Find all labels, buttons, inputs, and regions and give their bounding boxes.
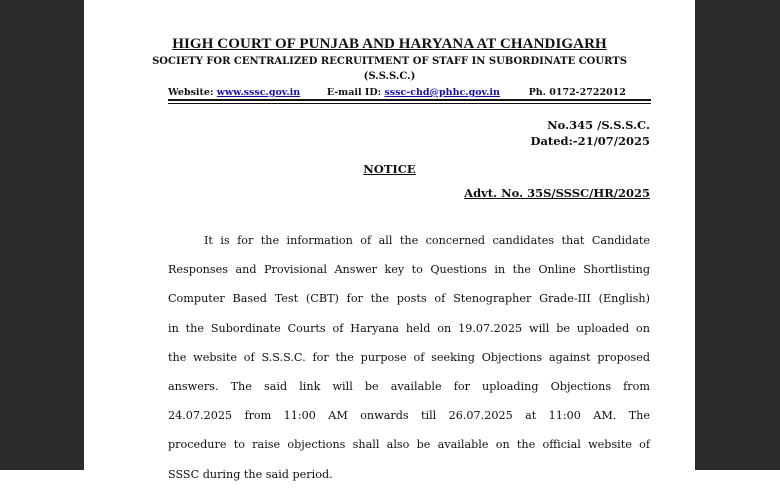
court-name-heading: HIGH COURT OF PUNJAB AND HARYANA AT CHANDIGARH — [172, 36, 607, 52]
notice-line: Computer Based Test (CBT) for the posts of Stenographer Grade-III (English) — [168, 292, 650, 306]
notice-line: It is for the information of all the concerned candidates that Candidate — [204, 234, 650, 247]
contact-row — [168, 87, 650, 98]
header-divider-thick — [168, 99, 651, 101]
notice-title: NOTICE — [363, 162, 416, 176]
notice-line: the website of S.S.S.C. for the purpose of seeking Objections against proposed — [168, 350, 650, 364]
notice-line: SSSC during the said period. — [168, 467, 333, 481]
notice-body — [168, 226, 650, 489]
notice-line: answers. The said link will be available for uploading Objections from — [168, 379, 650, 393]
society-name: SOCIETY FOR CENTRALIZED RECRUITMENT OF STAFF IN SUBORDINATE COURTS — [152, 56, 627, 67]
header-divider-thin — [168, 103, 651, 104]
website-link[interactable]: www.sssc.gov.in — [216, 87, 301, 98]
email-link[interactable]: sssc-chd@phhc.gov.in — [384, 87, 500, 98]
notice-line: Responses and Provisional Answer key to Questions in the Online Shortlisting — [168, 263, 650, 277]
document-page — [84, 0, 695, 481]
notice-line: procedure to raise objections shall also be available on the official website of — [168, 438, 650, 452]
email-label: E-mail ID: — [326, 87, 382, 98]
phone-number: Ph. 0172-2722012 — [528, 87, 626, 98]
website-label: Website: — [168, 87, 214, 98]
reference-block — [530, 117, 650, 149]
reference-number: No.345 /S.S.S.C. — [547, 118, 650, 132]
notice-line: in the Subordinate Courts of Haryana held on 19.07.2025 will be uploaded on — [168, 321, 650, 335]
advertisement-number: Advt. No. 35S/SSSC/HR/2025 — [464, 186, 650, 200]
notice-line: 24.07.2025 from 11:00 AM onwards till 26.07.2025 at 11:00 AM. The — [168, 409, 650, 423]
reference-date: Dated:-21/07/2025 — [530, 134, 650, 148]
society-abbreviation: (S.S.S.C.) — [363, 71, 416, 82]
society-heading — [84, 54, 695, 84]
